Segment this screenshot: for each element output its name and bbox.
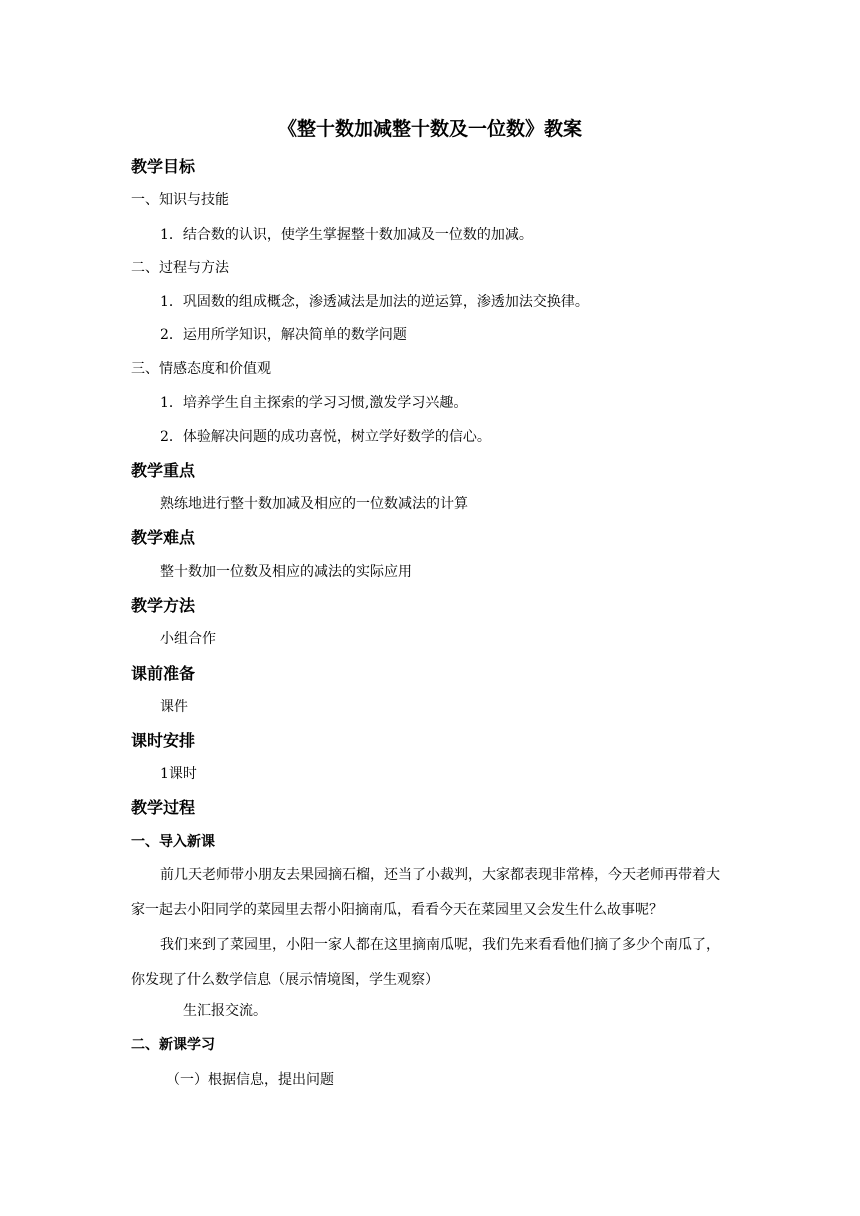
- objectives-section-2-item: 2．运用所学知识，解决简单的数学问题: [160, 327, 407, 343]
- objectives-section-3-item: 1．培养学生自主探索的学习习惯,激发学习兴趣。: [160, 395, 468, 411]
- heading-key-points: 教学重点: [131, 461, 196, 480]
- objectives-section-2-title: 二、过程与方法: [131, 260, 229, 276]
- heading-methods: 教学方法: [131, 596, 196, 615]
- schedule-text: 1课时: [160, 766, 197, 782]
- objectives-section-3-item: 2．体验解决问题的成功喜悦，树立学好数学的信心。: [160, 429, 491, 445]
- methods-text: 小组合作: [160, 631, 216, 647]
- document-title: 《整十数加减整十数及一位数》教案: [277, 118, 582, 140]
- process-intro-paragraph: 生汇报交流。: [183, 1003, 267, 1019]
- objectives-section-2-item: 1．巩固数的组成概念，渗透减法是加法的逆运算，渗透加法交换律。: [160, 294, 589, 310]
- process-new-lesson-title: 二、新课学习: [131, 1037, 215, 1053]
- process-intro-title: 一、导入新课: [131, 834, 215, 850]
- preparation-text: 课件: [160, 699, 188, 715]
- process-intro-paragraph: 前几天老师带小朋友去果园摘石榴，还当了小裁判，大家都表现非常棒，今天老师再带着大家一起去小阳同学的菜园里去帮小阳摘南瓜，看看今天在菜园里又会发生什么故事呢？: [131, 867, 720, 918]
- objectives-section-1-title: 一、知识与技能: [131, 192, 229, 208]
- process-intro-paragraph: 我们来到了菜园里，小阳一家人都在这里摘南瓜呢，我们先来看看他们摘了多少个南瓜了，你发现了什么数学信息（展示情境图，学生观察）: [131, 937, 720, 988]
- key-points-text: 熟练地进行整十数加减及相应的一位数减法的计算: [160, 496, 468, 512]
- objectives-section-3-title: 三、情感态度和价值观: [131, 361, 271, 377]
- heading-schedule: 课时安排: [131, 731, 196, 750]
- heading-preparation: 课前准备: [131, 664, 196, 683]
- heading-difficulties: 教学难点: [131, 528, 196, 547]
- heading-process: 教学过程: [131, 798, 196, 817]
- objectives-section-1-item: 1．结合数的认识，使学生掌握整十数加减及一位数的加减。: [160, 227, 533, 243]
- process-new-lesson-subtitle: （一）根据信息，提出问题: [166, 1072, 334, 1088]
- heading-objectives: 教学目标: [131, 157, 196, 176]
- difficulties-text: 整十数加一位数及相应的减法的实际应用: [160, 564, 412, 580]
